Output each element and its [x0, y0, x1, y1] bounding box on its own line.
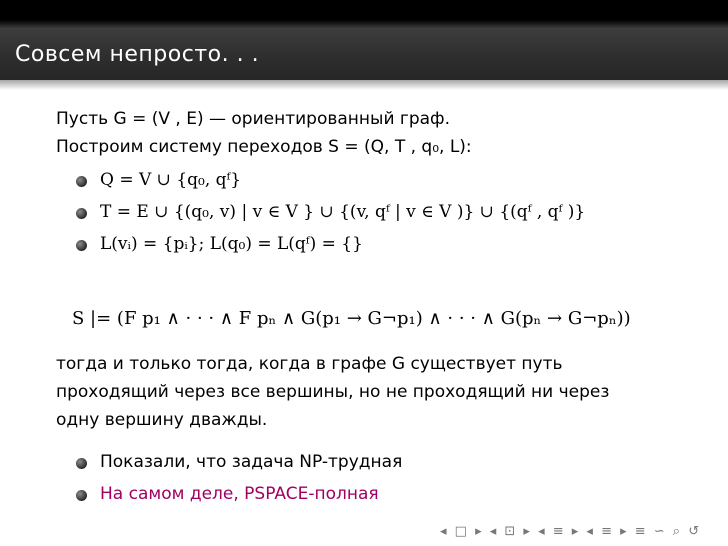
- intro-line-2: Построим систему переходов S = (Q, T , q₀, L):: [56, 137, 472, 157]
- title-bar: [0, 28, 728, 80]
- paragraph-line-2: проходящий через все вершины, но не проходящий ни через: [56, 382, 610, 402]
- slide-title: Совсем непросто. . .: [15, 42, 260, 67]
- bullet-icon: [76, 490, 87, 501]
- bullet-icon: [76, 458, 87, 469]
- conclusion-pspace: На самом деле, PSPACE-полная: [100, 484, 379, 504]
- top-bar: [0, 0, 728, 28]
- ltl-formula: S |= (F p₁ ∧ · · · ∧ F pₙ ∧ G(p₁ → G¬p₁) ∧ · · · ∧ G(pₙ → G¬pₙ)): [72, 308, 631, 329]
- definition-t: T = E ∪ {(q₀, v) | v ∈ V } ∪ {(v, qᶠ | v ∈ V )} ∪ {(qᶠ , qᶠ )}: [100, 202, 586, 222]
- conclusion-np-hard: Показали, что задача NP-трудная: [100, 452, 403, 472]
- paragraph-line-1: тогда и только тогда, когда в графе G существует путь: [56, 354, 563, 374]
- definition-q: Q = V ∪ {q₀, qᶠ}: [100, 170, 242, 190]
- intro-line-1: Пусть G = (V , E) — ориентированный граф.: [56, 109, 450, 129]
- beamer-navigation[interactable]: ◂ □ ▸ ◂ ⊡ ▸ ◂ ≡ ▸ ◂ ≡ ▸ ≡ ∽ ⌕ ↺: [440, 524, 702, 539]
- bullet-icon: [76, 176, 87, 187]
- bullet-icon: [76, 240, 87, 251]
- bullet-icon: [76, 208, 87, 219]
- paragraph-line-3: одну вершину дважды.: [56, 410, 268, 430]
- definition-l: L(vᵢ) = {pᵢ}; L(q₀) = L(qᶠ) = {}: [100, 234, 363, 254]
- title-shadow: [0, 80, 728, 90]
